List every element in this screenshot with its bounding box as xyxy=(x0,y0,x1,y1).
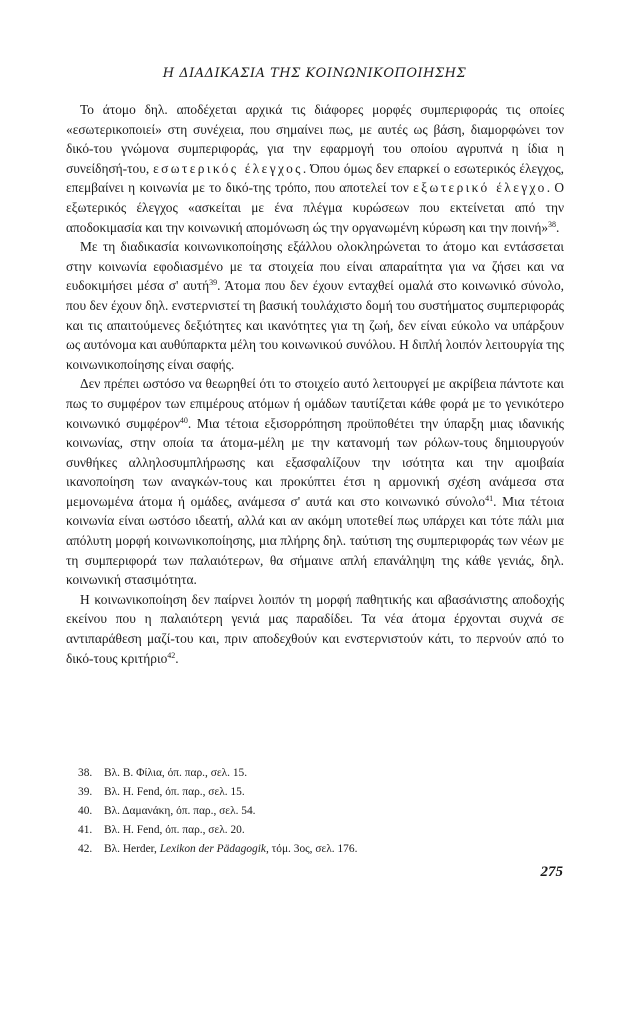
paragraph-text: Με τη διαδικασία κοινωνικοποίησης εξάλλου ολοκληρώνεται το άτομο και εντάσσεται στην κοινωνία εφοδιασμένο με τα στοιχεία που είναι απαραίτητα για να ζήσει και να ευδοκιμήσει μέσα σ' αυτή xyxy=(66,239,564,294)
footnote-ref: 40 xyxy=(179,415,188,425)
paragraph-text: . Ο εξωτερικός έλεγχος «ασκείται με ένα πλέγμα κυρώσεων που εκτείνεται από την αποδοκιμασία και την κοινωνική απομόνωση ώς την οργανωμένη κύρωση και την ποινή» xyxy=(66,180,565,235)
footnote-text-part: Βλ. Herder, xyxy=(104,843,160,855)
paragraph-text: Δεν πρέπει ωστόσο να θεωρηθεί ότι το στοιχείο αυτό λειτουργεί με ακρίβεια πάντοτε και πως το συμφέρον των επιμέρους ατόμων ή ομάδων ταυτίζεται κάθε φορά με το γενικότερο κοινωνικό συμφέρον xyxy=(66,376,564,431)
page-number: 275 xyxy=(540,864,563,880)
footnote-text xyxy=(104,764,247,783)
paragraph-text: . xyxy=(556,219,560,235)
footnote-39 xyxy=(78,783,558,802)
paragraph-text: . Μια τέτοια εξισορρόπηση προϋποθέτει την ύπαρξη μιας ιδανικής κοινωνίας, στην οποία τα άτομα-μέλη με την κατανομή των ρόλων-τους δημιουργούν συνθήκες αλληλοσυμπλήρωσης και εξασφαλίζουν την ισότητα και την αμοιβαία ικανοποίηση των αναγκών-τους και προκύπτει έτσι η αρμονική σχέση ανάμεσα στα μεμονωμένα άτομα ή ομάδες, ανάμεσα σ' αυτά και στο κοινωνικό σύνολο xyxy=(66,415,564,509)
footnote-ref: 42 xyxy=(167,650,176,660)
footnote-number: 40. xyxy=(78,805,93,817)
footnote-42 xyxy=(78,840,558,859)
footnote-38 xyxy=(78,764,558,783)
footnote-number: 39. xyxy=(78,786,93,798)
footnote-title: Lexikon der Pädagogik, xyxy=(159,843,269,855)
footnote-40 xyxy=(78,802,558,821)
footnote-ref: 39 xyxy=(209,278,218,288)
footnote-text-part: τόμ. 3ος, σελ. 176. xyxy=(268,843,358,855)
footnote-ref: 38 xyxy=(548,219,557,229)
footnote-text xyxy=(104,802,256,821)
running-head: Η ΔΙΑΔΙΚΑΣΙΑ ΤΗΣ ΚΟΙΝΩΝΙΚΟΠΟΙΗΣΗΣ xyxy=(162,66,467,81)
paragraph-text: . Μια τέτοια κοινωνία είναι ωστόσο ιδεατή, αλλά και αν ακόμη υποτεθεί πως υπάρχει και τότε πάλι μια απόλυτη μορφή κοινωνικοποίησης, μια πλήρης δηλ. ταύτιση της συμπεριφοράς των νέων με τη συμπεριφορά των παλαιότερων, θα σήμαινε απλή επανάληψη της κάθε γενιάς, δηλ. κοινωνική στασιμότητα. xyxy=(66,493,564,588)
paragraph-3 xyxy=(66,374,564,590)
footnote-text-part: Βλ. Β. Φίλια, όπ. παρ., σελ. 15. xyxy=(104,767,248,779)
footnote-text xyxy=(104,821,245,840)
footnote-text-part: Βλ. Δαμανάκη, όπ. παρ., σελ. 54. xyxy=(104,805,256,817)
paragraph-text: . xyxy=(175,650,179,666)
paragraph-2 xyxy=(66,237,564,374)
paragraph-text: . Άτομα που δεν έχουν ενταχθεί ομαλά στο κοινωνικό σύνολο, που δεν έχουν δηλ. ενστερνιστεί τη βασική τουλάχιστο δομή του συστήματος συμπεριφοράς και τις απαιτούμενες δεξιότητες και ικανότητες για τη ζωή, δεν είναι εύκολο να υπάρξουν ως αυτόνομα και αυθύπαρκτα μέλη του κοινωνικού συνόλου. Η διπλή λοιπόν λειτουργία της κοινωνικοποίησης είναι σαφής. xyxy=(66,278,564,372)
paragraph-text: . Όπου όμως δεν επαρκεί ο εσωτερικός έλεγχος, επεμβαίνει η κοινωνία με το δικό-της τρόπο, που αποτελεί τον xyxy=(66,160,565,196)
footnote-text-part: Βλ. H. Fend, όπ. παρ., σελ. 20. xyxy=(104,824,245,836)
footnote-text xyxy=(104,783,245,802)
footnote-number: 41. xyxy=(78,824,93,836)
body-text xyxy=(66,100,564,668)
footnote-41 xyxy=(78,821,558,840)
paragraph-text: Η κοινωνικοποίηση δεν παίρνει λοιπόν τη μορφή παθητικής και αβασάνιστης αποδοχής εκείνου που η παλαιότερη γενιά μας παραδίδει. Τα νέα άτομα έρχονται συχνά σε αντιπαράθεση μαζί-του και, πριν αποδεχθούν και ενστερνιστούν κάτι, το περνούν από το δικό-τους κριτήριο xyxy=(66,591,564,666)
paragraph-4 xyxy=(66,590,564,668)
footnote-text xyxy=(104,840,357,859)
footnote-number: 42. xyxy=(78,843,93,855)
footnote-ref: 41 xyxy=(485,493,494,503)
paragraph-text: Το άτομο δηλ. αποδέχεται αρχικά τις διάφορες μορφές συμπεριφοράς τις οποίες «εσωτερικοποιεί» στη συνέχεια, που σημαίνει πως, με αυτές ως βάση, διαμορφώνει τον δικό-του γνώμονα συμπεριφοράς, για την εφαρμογή του οποίου αγρυπνά η ίδια η συνείδησή-του, xyxy=(66,102,564,176)
paragraph-1 xyxy=(66,100,564,237)
footnote-text-part: Βλ. H. Fend, όπ. παρ., σελ. 15. xyxy=(104,786,245,798)
footnotes xyxy=(78,764,558,859)
spaced-term: εξωτερικό έλεγχο xyxy=(413,180,547,196)
footnote-number: 38. xyxy=(78,767,93,779)
spaced-term: εσωτερικός έλεγχος xyxy=(153,160,303,176)
